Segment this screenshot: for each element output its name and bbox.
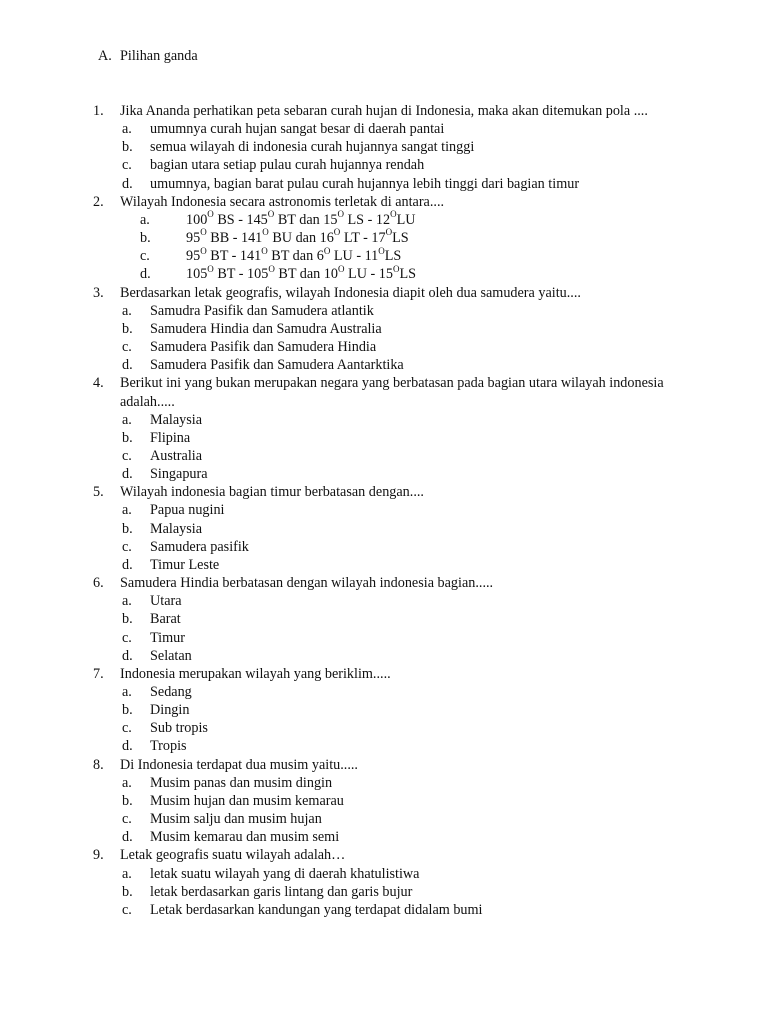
answer-option bbox=[0, 229, 768, 247]
answer-option bbox=[0, 629, 768, 647]
option-label: a. bbox=[122, 302, 132, 319]
option-label: a. bbox=[122, 502, 132, 519]
option-text: Musim panas dan musim dingin bbox=[150, 774, 333, 791]
option-label: c. bbox=[122, 538, 132, 555]
coordinate-text: BT dan 6 bbox=[267, 248, 324, 265]
question-number: 5. bbox=[93, 484, 104, 501]
option-label: b. bbox=[122, 139, 133, 156]
answer-option bbox=[0, 411, 768, 429]
answer-option bbox=[0, 120, 768, 138]
option-label: c. bbox=[140, 248, 150, 265]
option-label: d. bbox=[122, 556, 133, 573]
question-text: Wilayah Indonesia secara astronomis terletak di antara.... bbox=[120, 193, 445, 210]
question-item bbox=[0, 374, 768, 483]
answer-option bbox=[0, 592, 768, 610]
question-text: Letak geografis suatu wilayah adalah… bbox=[120, 847, 346, 864]
option-text: Selatan bbox=[150, 647, 192, 664]
question-text: Indonesia merupakan wilayah yang beriklim..... bbox=[120, 665, 391, 682]
degree-superscript: O bbox=[261, 245, 268, 256]
option-text: Flipina bbox=[150, 429, 191, 446]
answer-option bbox=[0, 865, 768, 883]
option-label: c. bbox=[122, 901, 132, 918]
degree-superscript: O bbox=[378, 245, 385, 256]
question-row bbox=[0, 574, 768, 592]
question-item bbox=[0, 284, 768, 375]
answer-option bbox=[0, 211, 768, 229]
degree-superscript: O bbox=[267, 209, 275, 220]
option-text: Dingin bbox=[150, 702, 190, 719]
answer-option bbox=[0, 265, 768, 283]
option-text: Musim hujan dan musim kemarau bbox=[150, 792, 344, 809]
option-text: Australia bbox=[150, 447, 203, 464]
option-label: a. bbox=[122, 774, 132, 791]
answer-option bbox=[0, 810, 768, 828]
option-text: Sub tropis bbox=[150, 720, 208, 737]
answer-option bbox=[0, 737, 768, 755]
option-label: c. bbox=[122, 720, 132, 737]
option-label: b. bbox=[122, 429, 133, 446]
degree-superscript: O bbox=[392, 263, 400, 274]
option-text: Malaysia bbox=[150, 411, 203, 428]
option-label: c. bbox=[122, 447, 132, 464]
option-text: Utara bbox=[150, 593, 182, 610]
degree-superscript: O bbox=[390, 209, 397, 220]
question-text: Samudera Hindia berbatasan dengan wilayah indonesia bagian..... bbox=[120, 575, 494, 592]
option-label: d. bbox=[122, 829, 133, 846]
degree-superscript: O bbox=[207, 263, 214, 274]
answer-option bbox=[0, 338, 768, 356]
answer-option bbox=[0, 156, 768, 174]
option-text: Musim kemarau dan musim semi bbox=[150, 829, 340, 846]
section-title: Pilihan ganda bbox=[120, 48, 198, 64]
coordinate-text: LT - 17 bbox=[340, 230, 386, 247]
option-label: b. bbox=[122, 520, 133, 537]
answer-option bbox=[0, 610, 768, 628]
question-item bbox=[0, 756, 768, 847]
option-label: d. bbox=[122, 357, 133, 374]
question-row bbox=[0, 665, 768, 683]
answer-option bbox=[0, 883, 768, 901]
answer-option bbox=[0, 247, 768, 265]
coordinate-text: LU - 15 bbox=[344, 266, 393, 283]
question-item bbox=[0, 574, 768, 665]
coordinate-text: LS - 12 bbox=[343, 211, 391, 228]
option-label: d. bbox=[122, 647, 133, 664]
answer-option bbox=[0, 828, 768, 846]
option-label: b. bbox=[122, 883, 133, 900]
answer-option bbox=[0, 792, 768, 810]
question-text: Di Indonesia terdapat dua musim yaitu..... bbox=[120, 756, 358, 773]
option-text: Samudera Pasifik dan Samudera Hindia bbox=[150, 339, 377, 356]
degree-superscript: O bbox=[337, 209, 344, 220]
degree-superscript: O bbox=[333, 227, 341, 238]
answer-option bbox=[0, 701, 768, 719]
answer-option bbox=[0, 556, 768, 574]
question-item bbox=[0, 846, 768, 919]
answer-option bbox=[0, 520, 768, 538]
option-label: d. bbox=[140, 266, 151, 283]
option-label: b. bbox=[140, 230, 151, 247]
answer-option bbox=[0, 465, 768, 483]
section-label: A. bbox=[98, 48, 112, 64]
option-label: d. bbox=[122, 175, 133, 192]
coordinate-text: LU bbox=[396, 211, 416, 228]
coordinate-text: BB - 141 bbox=[206, 230, 263, 247]
degree-superscript: O bbox=[262, 227, 269, 238]
option-text: letak suatu wilayah yang di daerah khatulistiwa bbox=[150, 865, 420, 882]
answer-option bbox=[0, 774, 768, 792]
question-number: 4. bbox=[93, 375, 104, 392]
answer-option bbox=[0, 138, 768, 156]
coordinate-text: LS bbox=[384, 248, 402, 265]
option-text: Papua nugini bbox=[150, 502, 225, 519]
option-text: Samudera Hindia dan Samudra Australia bbox=[150, 320, 382, 337]
option-text bbox=[0, 229, 768, 247]
option-label: a. bbox=[122, 411, 132, 428]
degree-superscript: O bbox=[200, 227, 207, 238]
answer-option bbox=[0, 538, 768, 556]
option-label: d. bbox=[122, 466, 133, 483]
answer-option bbox=[0, 175, 768, 193]
option-label: b. bbox=[122, 702, 133, 719]
option-label: a. bbox=[122, 121, 132, 138]
option-label: c. bbox=[122, 629, 132, 646]
option-label: b. bbox=[122, 611, 133, 628]
option-text: Musim salju dan musim hujan bbox=[150, 811, 322, 828]
question-row bbox=[0, 193, 768, 211]
option-label: a. bbox=[122, 865, 132, 882]
question-text: Berdasarkan letak geografis, wilayah Indonesia diapit oleh dua samudera yaitu.... bbox=[120, 284, 581, 301]
option-label: c. bbox=[122, 339, 132, 356]
option-label: c. bbox=[122, 811, 132, 828]
option-text: Timur Leste bbox=[150, 556, 220, 573]
option-text: umumnya, bagian barat pulau curah hujannya lebih tinggi dari bagian timur bbox=[150, 175, 580, 192]
coordinate-text: 95 bbox=[186, 230, 201, 247]
coordinate-text: BT - 141 bbox=[206, 248, 262, 265]
option-text: Samudera Pasifik dan Samudera Aantarktika bbox=[150, 357, 404, 374]
coordinate-text: LS bbox=[392, 230, 409, 247]
answer-option bbox=[0, 501, 768, 519]
coordinate-text: LS bbox=[399, 266, 417, 283]
question-number: 8. bbox=[93, 756, 104, 773]
option-text: Singapura bbox=[150, 466, 208, 483]
question-item bbox=[0, 665, 768, 756]
answer-option bbox=[0, 356, 768, 374]
coordinate-text: BT dan 10 bbox=[274, 266, 338, 283]
question-item bbox=[0, 483, 768, 574]
option-text: Tropis bbox=[150, 738, 187, 755]
answer-option bbox=[0, 647, 768, 665]
coordinate-text: 105 bbox=[186, 266, 208, 283]
degree-superscript: O bbox=[338, 263, 345, 274]
option-label: b. bbox=[122, 792, 133, 809]
question-text: Wilayah indonesia bagian timur berbatasan dengan.... bbox=[120, 484, 424, 501]
option-text bbox=[0, 265, 768, 283]
question-number: 1. bbox=[93, 103, 104, 119]
answer-option bbox=[0, 302, 768, 320]
question-row bbox=[0, 756, 768, 774]
option-text: bagian utara setiap pulau curah hujannya rendah bbox=[150, 157, 425, 174]
question-item bbox=[0, 193, 768, 284]
answer-option bbox=[0, 719, 768, 737]
answer-option bbox=[0, 320, 768, 338]
option-text: Letak berdasarkan kandungan yang terdapat didalam bumi bbox=[150, 901, 483, 918]
question-number: 3. bbox=[93, 284, 104, 301]
coordinate-text: BU dan 16 bbox=[268, 230, 334, 247]
option-text: Barat bbox=[150, 611, 181, 628]
coordinate-text: 100 bbox=[186, 211, 208, 228]
question-number: 6. bbox=[93, 575, 104, 592]
answer-option bbox=[0, 683, 768, 701]
question-row bbox=[0, 374, 768, 410]
question-row bbox=[0, 483, 768, 501]
coordinate-text: BT - 105 bbox=[213, 266, 269, 283]
degree-superscript: O bbox=[268, 263, 275, 274]
option-text: Sedang bbox=[150, 684, 192, 700]
answer-option bbox=[0, 901, 768, 919]
question-text: Berikut ini yang bukan merupakan negara yang berbatasan pada bagian utara wilayah indonesia adalah..... bbox=[120, 375, 664, 410]
question-number: 2. bbox=[93, 193, 104, 210]
coordinate-text: LU - 11 bbox=[330, 248, 379, 265]
question-text: Jika Ananda perhatikan peta sebaran curah hujan di Indonesia, maka akan ditemukan pola .... bbox=[120, 103, 648, 119]
option-label: d. bbox=[122, 738, 133, 755]
option-text: Samudera pasifik bbox=[150, 538, 249, 555]
question-number: 9. bbox=[93, 847, 104, 864]
option-label: a. bbox=[122, 593, 132, 610]
question-list bbox=[0, 102, 768, 919]
question-row bbox=[0, 846, 768, 864]
option-label: c. bbox=[122, 157, 132, 174]
question-number: 7. bbox=[93, 665, 104, 682]
section-heading bbox=[98, 47, 198, 65]
coordinate-text: 95 bbox=[186, 248, 201, 265]
option-text bbox=[0, 211, 768, 229]
degree-superscript: O bbox=[200, 245, 207, 256]
question-row bbox=[0, 102, 768, 120]
question-item bbox=[0, 102, 768, 193]
answer-option bbox=[0, 447, 768, 465]
option-label: b. bbox=[122, 320, 133, 337]
degree-superscript: O bbox=[323, 245, 331, 256]
option-label: a. bbox=[122, 684, 132, 700]
answer-option bbox=[0, 429, 768, 447]
option-text: semua wilayah di indonesia curah hujannya sangat tinggi bbox=[150, 139, 475, 156]
option-text: Timur bbox=[150, 629, 185, 646]
degree-superscript: O bbox=[207, 209, 214, 220]
degree-superscript: O bbox=[385, 227, 393, 238]
option-text: letak berdasarkan garis lintang dan garis bujur bbox=[150, 883, 413, 900]
coordinate-text: BS - 145 bbox=[213, 211, 268, 228]
option-text bbox=[0, 247, 768, 265]
question-row bbox=[0, 284, 768, 302]
option-label: a. bbox=[140, 211, 150, 228]
option-text: Malaysia bbox=[150, 520, 203, 537]
option-text: umumnya curah hujan sangat besar di daerah pantai bbox=[150, 121, 445, 138]
coordinate-text: BT dan 15 bbox=[274, 211, 338, 228]
option-text: Samudra Pasifik dan Samudera atlantik bbox=[150, 302, 374, 319]
